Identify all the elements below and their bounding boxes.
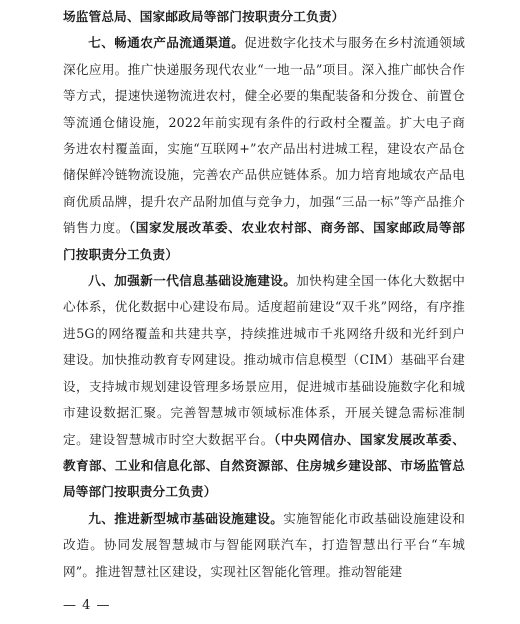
page-number: — 4 —: [63, 598, 111, 613]
section-9: [63, 506, 465, 585]
section-7-body: 促进数字化技术与服务在乡村流通领域深化应用。推广快递服务现代农业“一地一品”项目。深入推广邮快合作等方式，提速快递物流进农村，健全必要的集配装备和分拨仓、前置仓等流通仓储设施，2022年前实现有条件的行政村全覆盖。扩大电子商务进农村覆盖面，实施“互联网+”农产品出村进城工程，建设农产品仓储保鲜冷链物流设施，完善农产品供应链体系。加力培育地域农产品电商优质品牌，提升农产品附加值与竞争力，加强“三品一标”等产品推介销售力度。: [63, 35, 466, 236]
section-8: [63, 268, 465, 506]
section-9-heading: 九、推进新型城市基础设施建设。: [88, 510, 284, 526]
section-9-body: 实施智能化市政基础设施建设和改造。协同发展智慧城市与智能网联汽车，打造智慧出行平台“车城网”。推进智慧社区建设，实现社区智能化管理。推动智能建: [63, 510, 465, 579]
section-7: [63, 30, 465, 268]
section-7-heading: 七、畅通农产品流通渠道。: [88, 35, 245, 51]
intro-tail: 场监管总局、国家邮政局等部门按职责分工负责）: [63, 9, 345, 24]
section-8-heading: 八、加强新一代信息基础设施建设。: [88, 273, 297, 289]
section-8-body: 加快构建全国一体化大数据中心体系，优化数据中心建设布局。适度超前建设“双千兆”网络，有序推进5G的网络覆盖和共建共享，持续推进城市千兆网络升级和光纤到户建设。加快推动教育专网建设。推动城市信息模型（CIM）基础平台建设，支持城市规划建设管理多场景应用，促进城市基础设施数字化和城市建设数据汇聚。完善智慧城市领域标准体系，开展关键急需标准制定。建设智慧城市时空大数据平台。: [63, 273, 465, 447]
section-8-responsible: （中央网信办、国家发展改革委、教育部、工业和信息化部、自然资源部、住房城乡建设部、市场监管总局等部门按职责分工负责）: [63, 431, 465, 500]
section-7-responsible: （国家发展改革委、农业农村部、商务部、国家邮政局等部门按职责分工负责）: [63, 220, 465, 262]
document-page: [63, 0, 465, 624]
